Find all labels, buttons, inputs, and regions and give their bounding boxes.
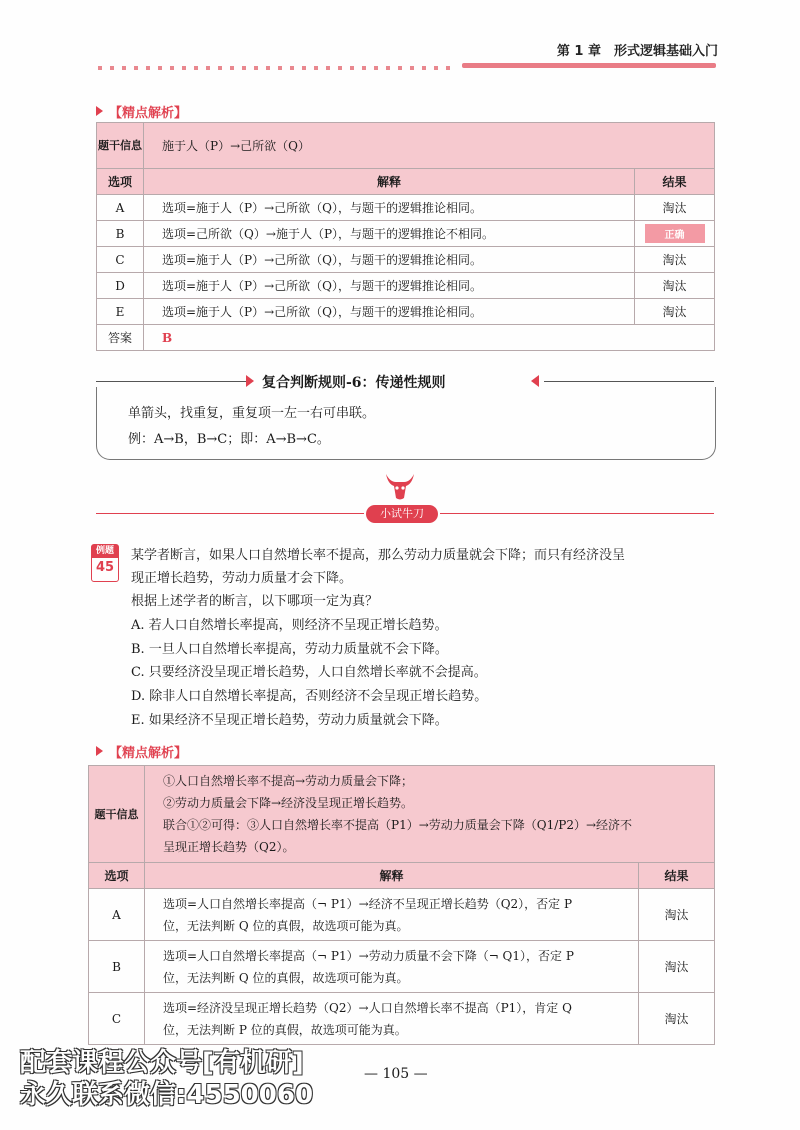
rule-line-2: 例：A→B，B→C；即：A→B→C。: [128, 432, 330, 447]
stem-line: 联合①②可得：③人口自然增长率不提高（P1）→劳动力质量会下降（Q1/P2）→经济不: [163, 818, 633, 832]
result-cell: 淘汰: [639, 941, 715, 993]
table-row: [97, 195, 715, 221]
analysis-table-2: [88, 765, 715, 1045]
stem-label: 题干信息: [89, 766, 145, 863]
table-header-row: [97, 169, 715, 195]
col-explain-header: 解释: [145, 863, 639, 889]
col-result-header: 结果: [639, 863, 715, 889]
option-cell: A: [89, 889, 145, 941]
stem-row: [97, 123, 715, 169]
question-prompt: 根据上述学者的断言，以下哪项一定为真？: [131, 594, 379, 609]
arrow-left-icon: [531, 375, 539, 387]
header-rule: [462, 63, 716, 68]
explain-cell: 选项=施于人（P）→己所欲（Q），与题干的逻辑推论相同。: [144, 299, 635, 325]
explain-line: 选项=人口自然增长率提高（¬ P1）→劳动力质量不会下降（¬ Q1），否定 P: [163, 948, 574, 963]
result-cell: 淘汰: [635, 195, 715, 221]
practice-line-right: [440, 513, 714, 514]
question-line-2: 现正增长趋势，劳动力质量才会下降。: [131, 571, 353, 586]
result-cell: 淘汰: [639, 889, 715, 941]
option-e: E. 如果经济不呈现正增长趋势，劳动力质量就会下降。: [131, 713, 448, 728]
analysis-heading-label: 【精点解析】: [109, 106, 188, 121]
table-row: [89, 941, 715, 993]
rule-title-line-left: [96, 381, 250, 382]
option-cell: C: [97, 247, 144, 273]
rule-title: 复合判断规则-6：传递性规则: [262, 375, 446, 391]
table-row: [97, 221, 715, 247]
example-badge-label: 例题: [92, 545, 118, 558]
example-badge: [91, 544, 119, 582]
rule-line-1: 单箭头，找重复，重复项一左一右可串联。: [128, 406, 376, 421]
col-option-header: 选项: [97, 169, 144, 195]
option-cell: B: [89, 941, 145, 993]
answer-value: B: [144, 325, 715, 351]
rule-box: [96, 387, 716, 460]
explain-line: 选项=经济没呈现正增长趋势（Q2）→人口自然增长率不提高（P1），肯定 Q: [163, 1000, 572, 1015]
page-number: — 105 —: [364, 1066, 428, 1082]
stem-line: 呈现正增长趋势（Q2）。: [163, 840, 295, 854]
result-cell: 淘汰: [635, 299, 715, 325]
play-triangle-icon: [96, 746, 103, 756]
example-badge-number: 45: [95, 560, 115, 575]
option-c: C. 只要经济没呈现正增长趋势，人口自然增长率就不会提高。: [131, 665, 487, 680]
explain-cell: [145, 941, 639, 993]
analysis-heading-1: [96, 102, 187, 121]
stem-line: ②劳动力质量会下降→经济没呈现正增长趋势。: [163, 796, 414, 810]
question-line-1: 某学者断言，如果人口自然增长率不提高，那么劳动力质量就会下降；而只有经济没呈: [131, 548, 626, 563]
table-row: [97, 299, 715, 325]
result-cell: 淘汰: [639, 993, 715, 1045]
watermark-line-1: 配套课程公众号[有机研]: [20, 1048, 304, 1078]
table-row: [89, 889, 715, 941]
table-header-row: [89, 863, 715, 889]
col-option-header: 选项: [89, 863, 145, 889]
option-cell: E: [97, 299, 144, 325]
table-row: [97, 273, 715, 299]
table-row: [89, 993, 715, 1045]
play-triangle-icon: [96, 106, 103, 116]
practice-line-left: [96, 513, 364, 514]
option-cell: C: [89, 993, 145, 1045]
answer-label: 答案: [97, 325, 144, 351]
correct-badge: 正确: [645, 224, 705, 243]
stem-row: [89, 766, 715, 863]
option-a: A. 若人口自然增长率提高，则经济不呈现正增长趋势。: [131, 618, 448, 633]
result-cell: 淘汰: [635, 247, 715, 273]
explain-cell: 选项=施于人（P）→己所欲（Q），与题干的逻辑推论相同。: [144, 273, 635, 299]
explain-line: 位，无法判断 Q 位的真假，故选项可能为真。: [163, 918, 409, 933]
analysis-heading-2: [96, 742, 187, 761]
arrow-right-icon: [246, 375, 254, 387]
explain-cell: [145, 993, 639, 1045]
col-result-header: 结果: [635, 169, 715, 195]
table-row: [97, 247, 715, 273]
result-cell: [635, 221, 715, 247]
stem-text: [145, 766, 715, 863]
header-dotted-rule: [98, 66, 458, 70]
explain-cell: 选项=施于人（P）→己所欲（Q），与题干的逻辑推论相同。: [144, 247, 635, 273]
analysis-table-1: [96, 122, 715, 351]
explain-line: 选项=人口自然增长率提高（¬ P1）→经济不呈现正增长趋势（Q2），否定 P: [163, 896, 573, 911]
stem-label: 题干信息: [97, 123, 144, 169]
chapter-header: 第 1 章 形式逻辑基础入门: [556, 44, 718, 59]
explain-line: 位，无法判断 Q 位的真假，故选项可能为真。: [163, 970, 409, 985]
option-cell: B: [97, 221, 144, 247]
explain-cell: [145, 889, 639, 941]
answer-row: [97, 325, 715, 351]
explain-line: 位，无法判断 P 位的真假，故选项可能为真。: [163, 1022, 407, 1037]
explain-cell: 选项=己所欲（Q）→施于人（P），与题干的逻辑推论不相同。: [144, 221, 635, 247]
option-b: B. 一旦人口自然增长率提高，劳动力质量就不会下降。: [131, 642, 448, 657]
stem-line: ①人口自然增长率不提高→劳动力质量会下降；: [163, 774, 414, 788]
practice-banner: 小试牛刀: [366, 505, 438, 523]
stem-text: 施于人（P）→己所欲（Q）: [144, 123, 715, 169]
option-cell: D: [97, 273, 144, 299]
option-d: D. 除非人口自然增长率提高，否则经济不会呈现正增长趋势。: [131, 689, 488, 704]
option-cell: A: [97, 195, 144, 221]
watermark-line-2: 永久联系微信:4550060: [20, 1080, 314, 1110]
result-cell: 淘汰: [635, 273, 715, 299]
rule-title-line-right: [544, 381, 714, 382]
col-explain-header: 解释: [144, 169, 635, 195]
analysis-heading-label: 【精点解析】: [109, 746, 188, 761]
explain-cell: 选项=施于人（P）→己所欲（Q），与题干的逻辑推论相同。: [144, 195, 635, 221]
bull-head-icon: [382, 470, 418, 502]
